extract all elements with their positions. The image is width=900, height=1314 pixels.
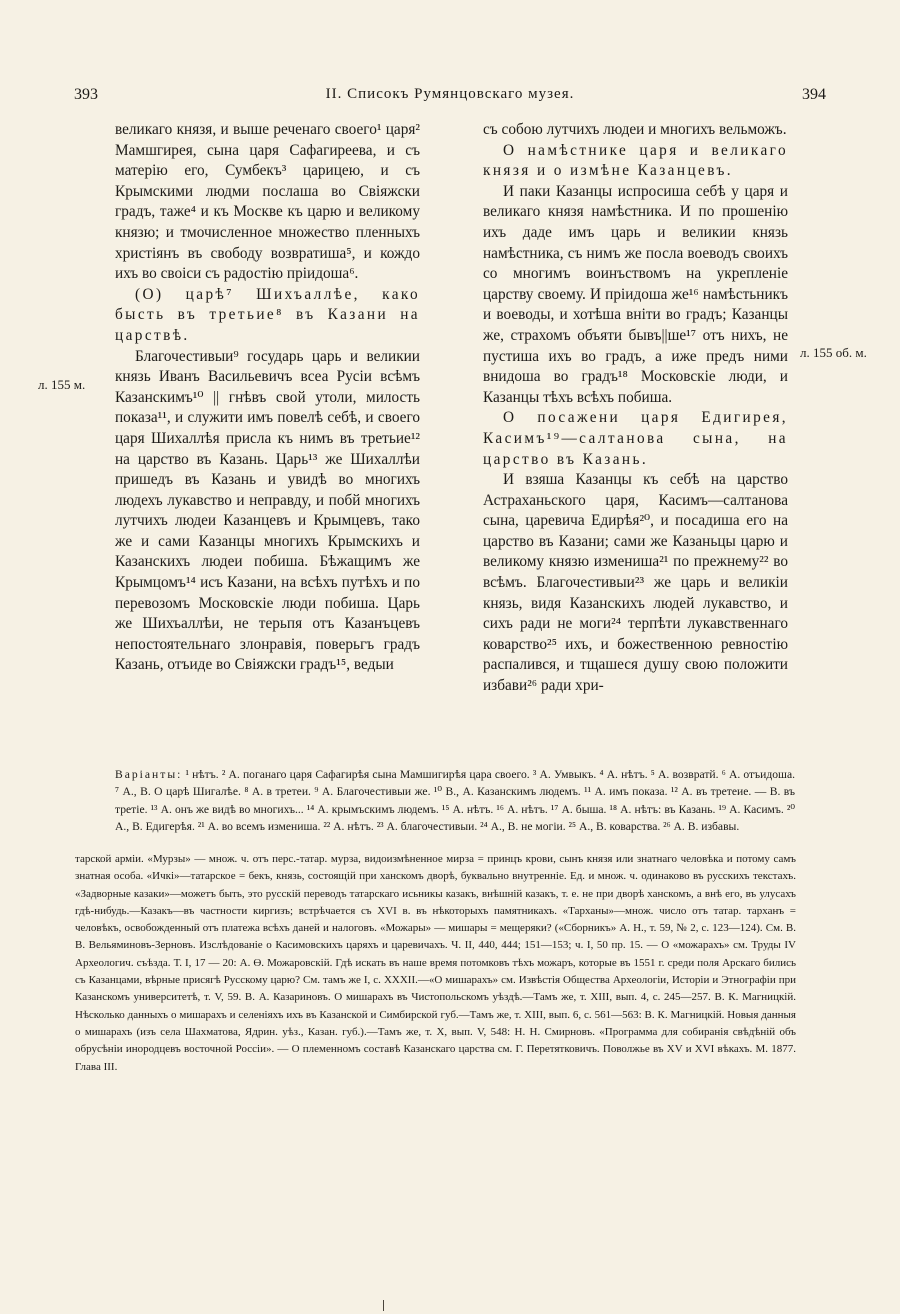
section-heading: О посажени царя Едигирея, Касимъ¹⁹—салтанова сына, на царство въ Казань. (483, 409, 788, 468)
variants-label: Варіанты: (115, 768, 183, 781)
section-heading: (О) царѣ⁷ Шихъаллѣе, како бысть въ третьие⁸ въ Казани на царствѣ. (115, 285, 420, 344)
paragraph: великаго князя, и выше реченаго своего¹ царя² Мамшгирея, сына царя Сафагиреева, и съ матерію его, Сумбекъ³ царицею, и съ Крымскими людми послаша во Свіяжски градъ, таже⁴ и къ Москве къ царю и великому князю; и тмочисленное множество пленныхъ христіянъ въ свободу возвратиша⁵, и кождо ихъ во своіси съ радостію пріидоша⁶. (115, 121, 420, 283)
paragraph: И паки Казанцы испросиша себѣ у царя и великаго князя намѣстника. И по прошенію ихъ даде имъ царь и великии князь намѣстника, съ нимъ же посла воеводъ своихъ со многимъ воинъствомъ на укрепленіе царству своему. И пріидоша же¹⁶ намѣстьникъ и воеводы, и хотѣша вніти во градъ; Казанцы же, страхомъ объяти бывъ||ше¹⁷ отъ нихъ, не пустиша ихъ во градъ, а иже предъ ними внидоша во градъ¹⁸ Московскіе люди, и Казанцы тѣхъ всѣхъ побиша. (483, 182, 788, 406)
variants-text: ¹ нѣтъ. ² А. поганаго царя Сафагирѣя сына Мамшигирѣя цара своего. ³ А. Умвыкъ. ⁴ А. нѣтъ. ⁵ А. возвратй. ⁶ А. отъидоша. ⁷ А., В. О царѣ Шигалѣе. ⁸ А. в третеи. ⁹ А. Благочестивыи же. ¹⁰ В., А. Казанскимъ людемъ. ¹¹ А. имъ показа. ¹² А. въ третеие. — В. въ третіе. ¹³ А. онъ же видѣ во многихъ... ¹⁴ А. крымъскимъ людемъ. ¹⁵ А. нѣтъ. ¹⁶ А. нѣтъ. ¹⁷ А. быша. ¹⁸ А. нѣтъ: въ Казань. ¹⁹ А. Касимъ. ²⁰ А., В. Едигерѣя. ²¹ А. во всемъ измениша. ²² А. нѣтъ. ²³ А. благочестивыи. ²⁴ А., В. не могіи. ²⁵ А., В. коварства. ²⁶ А. В. избавы. (115, 768, 795, 833)
left-page-number: 393 (74, 86, 98, 103)
variant-readings (115, 766, 795, 835)
right-text-column (483, 120, 788, 697)
section-heading: О намѣстнике царя и великаго князя и о измѣне Казанцевъ. (483, 141, 788, 180)
running-title: II. Списокъ Румянцовскаго музея. (325, 86, 575, 102)
right-page-number: 394 (802, 86, 826, 103)
left-folio-note: л. 155 м. (38, 377, 86, 392)
page-header (0, 86, 900, 110)
left-text-column (115, 120, 420, 676)
paragraph: Благочестивыи⁹ государь царь и великии князь Иванъ Васильевичъ всеа Русіи всѣмъ Казанскимъ¹⁰ || гнѣвъ свой утоли, милость показа¹¹, и служити имъ повелѣ себѣ, и своего царя Шихаллѣя присла къ нимъ въ третьие¹² на царство въ Казань. Царь¹³ же Шихаллѣи пришедъ въ Казань и увидѣ во многихъ людехъ лукавство и неправду, и побй многихъ лутчихъ людеи Казанцевъ и Крымцевъ, тако же и сами Казанцы многихъ Крымскихъ и Казанскихъ людеи побиша. Бѣжащимъ же Крымцомъ¹⁴ исъ Казани, на всѣхъ путѣхъ и по перевозомъ Московскіе люди побиша. Царь же Шихъаллѣи, не терьпя отъ Казанъцевъ непостоятельнаго злонравія, поверьгъ градъ Казань, отъиде во Свіяжски градъ¹⁵, ведыи (115, 347, 420, 674)
commentary-footnote (75, 851, 796, 1076)
paragraph: И взяша Казанцы къ себѣ на царство Астраханьского царя, Касимъ—салтанова сына, царевича Едирѣя²⁰, и посадиша его на царство въ Казани; сами же Казаньцы царю и великому князю измениша²¹ по прежнему²² во всѣмъ. Благочестивыи²³ же царь и великіи князь, видя Казанскихъ людей лукавство, и сихъ ради не моги²⁴ терпѣти лукавственнаго коварство²⁵ ихъ, и божественною ревностію распалився, и тщашеся душу свою положити избави²⁶ ради хри- (483, 471, 788, 695)
stray-mark (383, 1300, 384, 1311)
paragraph: съ собою лутчихъ людеи и многихъ вельможъ. (483, 121, 787, 138)
commentary-text: тарской арміи. «Мурзы» — множ. ч. отъ перс.-татар. мурза, видоизмѣненное мирза = принцъ крови, сынъ князя или знатнаго человѣка и потому самъ знатная особа. «Ичкі»—татарское = бекъ, князь, состоящій при ханскомъ дворѣ, буквально внутренніе. Ед. и множ. ч. одинаково въ русскихъ текстахъ. «Задворные казаки»—можетъ быть, это русскій переводъ татарскаго исьникы казакъ, внѣшній казакъ, т. е. не при дворѣ ханскомъ, а внѣ его, въ улусахъ гдѣ-нибудь.—Казакъ—въ частности киргизъ; встрѣчается съ XVI в. въ нѣкоторыхъ памятникахъ. «Тарханы»—множ. число отъ татар. тарханъ = человѣкъ, освобожденный отъ платежа всѣхъ даней и налоговъ. «Можары» — мишары = мещеряки? («Сборникъ» А. Н., т. 59, № 2, с. 123—124). См. В. В. Вельяминовъ-Зерновъ. Изслѣдованіе о Касимовскихъ царяхъ и царевичахъ. Ч. II, 440, 444; 151—153; ч. I, 50 пр. 15. — О «можарахъ» см. Труды IV Археологич. съѣзда. Т. I, 17 — 20: А. Ө. Можаровскій. Гдѣ искать въ наше время потомковъ тѣхъ можаръ, которые въ 1551 г. среди поля Арскаго бились съ Казанцами, вѣрные присягѣ Русскому царю? См. тамъ же I, с. XXXII.—«О мишарахъ» см. Извѣстія Общества Археологіи, Исторіи и Этнографіи при Казанскомъ университетѣ, т. V, 59. В. А. Казариновъ. О мишарахъ въ Чистопольскомъ уѣздѣ.—Тамъ же, т. XIII, вып. 4, с. 245—257. В. К. Магницкій. Нѣсколько данныхъ о мишарахъ и селеніяхъ ихъ въ Казанской и Симбирской губ.—Тамъ же, т. XIII, вып. 6, с. 561—563: В. К. Магницкій. Новыя данныя о мишарахъ (изъ села Шахматова, Ядрин. уѣз., Казан. губ.).—Тамъ же, т. X, вып. V, 548: Н. Н. Смирновъ. «Программа для собиранія свѣдѣній объ обрусѣніи инородцевъ восточной Россіи». — О племенномъ составѣ Казанскаго царства см. Г. Перетятковичъ. Поволжье въ XV и XVI вѣкахъ. М. 1877. Глава III. (75, 853, 796, 1073)
right-folio-note: л. 155 об. м. (800, 345, 867, 360)
